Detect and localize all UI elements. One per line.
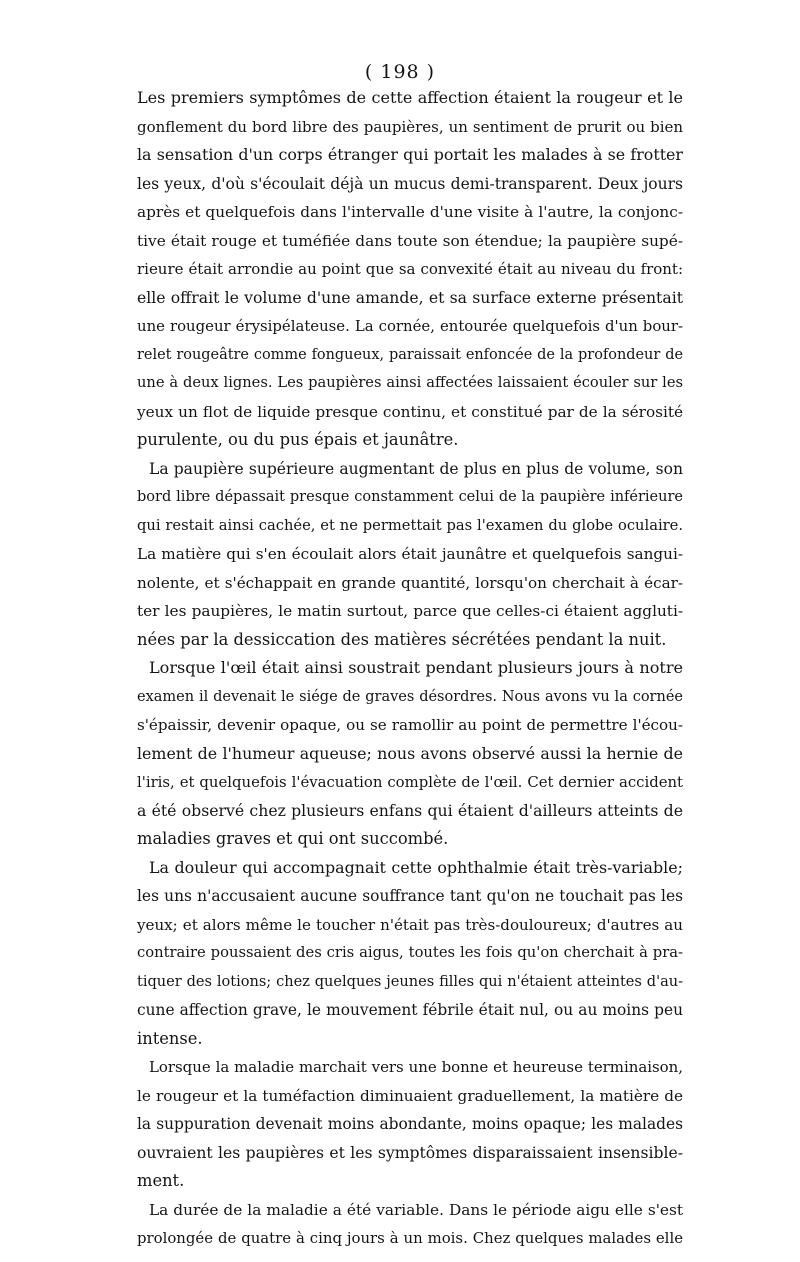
text-line: nolente, et s'échappait en grande quantité, lorsqu'on cherchait à écar- — [137, 573, 683, 592]
text-line: gonflement du bord libre des paupières, un sentiment de prurit ou bien — [137, 117, 683, 136]
text-line: La matière qui s'en écoulait alors était jaunâtre et quelquefois sangui- — [137, 545, 683, 563]
text-line: Lorsque l'œil était ainsi soustrait pendant plusieurs jours à notre — [149, 658, 683, 677]
text-line: une rougeur érysipélateuse. La cornée, entourée quelquefois d'un bour- — [137, 317, 683, 335]
text-line: ment. — [137, 1171, 185, 1190]
text-line: yeux un flot de liquide presque continu, et constitué par de la sérosité — [137, 402, 683, 421]
text-line: examen il devenait le siége de graves désordres. Nous avons vu la cornée — [137, 688, 683, 705]
body-text — [137, 84, 683, 1253]
page-number: ( 198 ) — [364, 61, 436, 83]
text-line: cune affection grave, le mouvement fébrile était nul, ou au moins peu — [137, 1001, 683, 1019]
text-line: purulente, ou du pus épais et jaunâtre. — [137, 430, 459, 449]
text-line: relet rougeâtre comme fongueux, paraissait enfoncée de la profondeur de — [137, 346, 683, 363]
text-line: Les premiers symptômes de cette affection étaient la rougeur et le — [137, 88, 683, 107]
text-line: la sensation d'un corps étranger qui portait les malades à se frotter — [137, 145, 683, 164]
text-line: après et quelquefois dans l'intervalle d'une visite à l'autre, la conjonc- — [137, 203, 683, 221]
text-line: bord libre dépassait presque constamment celui de la paupière inférieure — [137, 489, 683, 505]
text-line: lement de l'humeur aqueuse; nous avons observé aussi la hernie de — [137, 743, 683, 763]
text-line: yeux; et alors même le toucher n'était pas très-douloureux; d'autres au — [137, 915, 683, 934]
text-line: tive était rouge et tuméfiée dans toute son étendue; la paupière supé- — [137, 231, 683, 250]
text-line: la suppuration devenait moins abondante, moins opaque; les malades — [137, 1115, 683, 1133]
text-line: elle offrait le volume d'une amande, et sa surface externe présentait — [137, 287, 683, 307]
text-line: La durée de la maladie a été variable. Dans le période aigu elle s'est — [149, 1200, 683, 1219]
text-line: l'iris, et quelquefois l'évacuation complète de l'œil. Cet dernier accident — [137, 773, 683, 791]
text-line: prolongée de quatre à cinq jours à un mois. Chez quelques malades elle — [137, 1229, 683, 1247]
text-line: les uns n'accusaient aucune souffrance tant qu'on ne touchait pas les — [137, 887, 683, 905]
text-line: a été observé chez plusieurs enfans qui étaient d'ailleurs atteints de — [137, 800, 683, 820]
text-line: intense. — [137, 1028, 203, 1048]
text-line: tiquer des lotions; chez quelques jeunes filles qui n'étaient atteintes d'au- — [137, 973, 683, 990]
text-line: rieure était arrondie au point que sa convexité était au niveau du front: — [137, 260, 683, 278]
text-line: contraire poussaient des cris aigus, toutes les fois qu'on cherchait à pra- — [137, 944, 683, 961]
text-line: les yeux, d'où s'écoulait déjà un mucus demi-transparent. Deux jours — [137, 174, 683, 193]
text-line: ter les paupières, le matin surtout, parce que celles-ci étaient aggluti- — [137, 602, 683, 620]
text-line: Lorsque la maladie marchait vers une bonne et heureuse terminaison, — [149, 1058, 683, 1076]
text-line: le rougeur et la tuméfaction diminuaient graduellement, la matière de — [137, 1086, 683, 1105]
text-line: qui restait ainsi cachée, et ne permettait pas l'examen du globe oculaire. — [137, 516, 683, 534]
text-line: nées par la dessiccation des matières sécrétées pendant la nuit. — [137, 629, 667, 649]
text-line: La douleur qui accompagnait cette ophthalmie était très-variable; — [149, 857, 683, 877]
text-line: maladies graves et qui ont succombé. — [137, 829, 449, 848]
text-line: s'épaissir, devenir opaque, ou se ramollir au point de permettre l'écou- — [137, 716, 683, 734]
text-line: une à deux lignes. Les paupières ainsi affectées laissaient écouler sur les — [137, 374, 683, 391]
text-line: ouvraient les paupières et les symptômes disparaissaient insensible- — [137, 1142, 683, 1162]
text-line: La paupière supérieure augmentant de plus en plus de volume, son — [149, 459, 683, 478]
